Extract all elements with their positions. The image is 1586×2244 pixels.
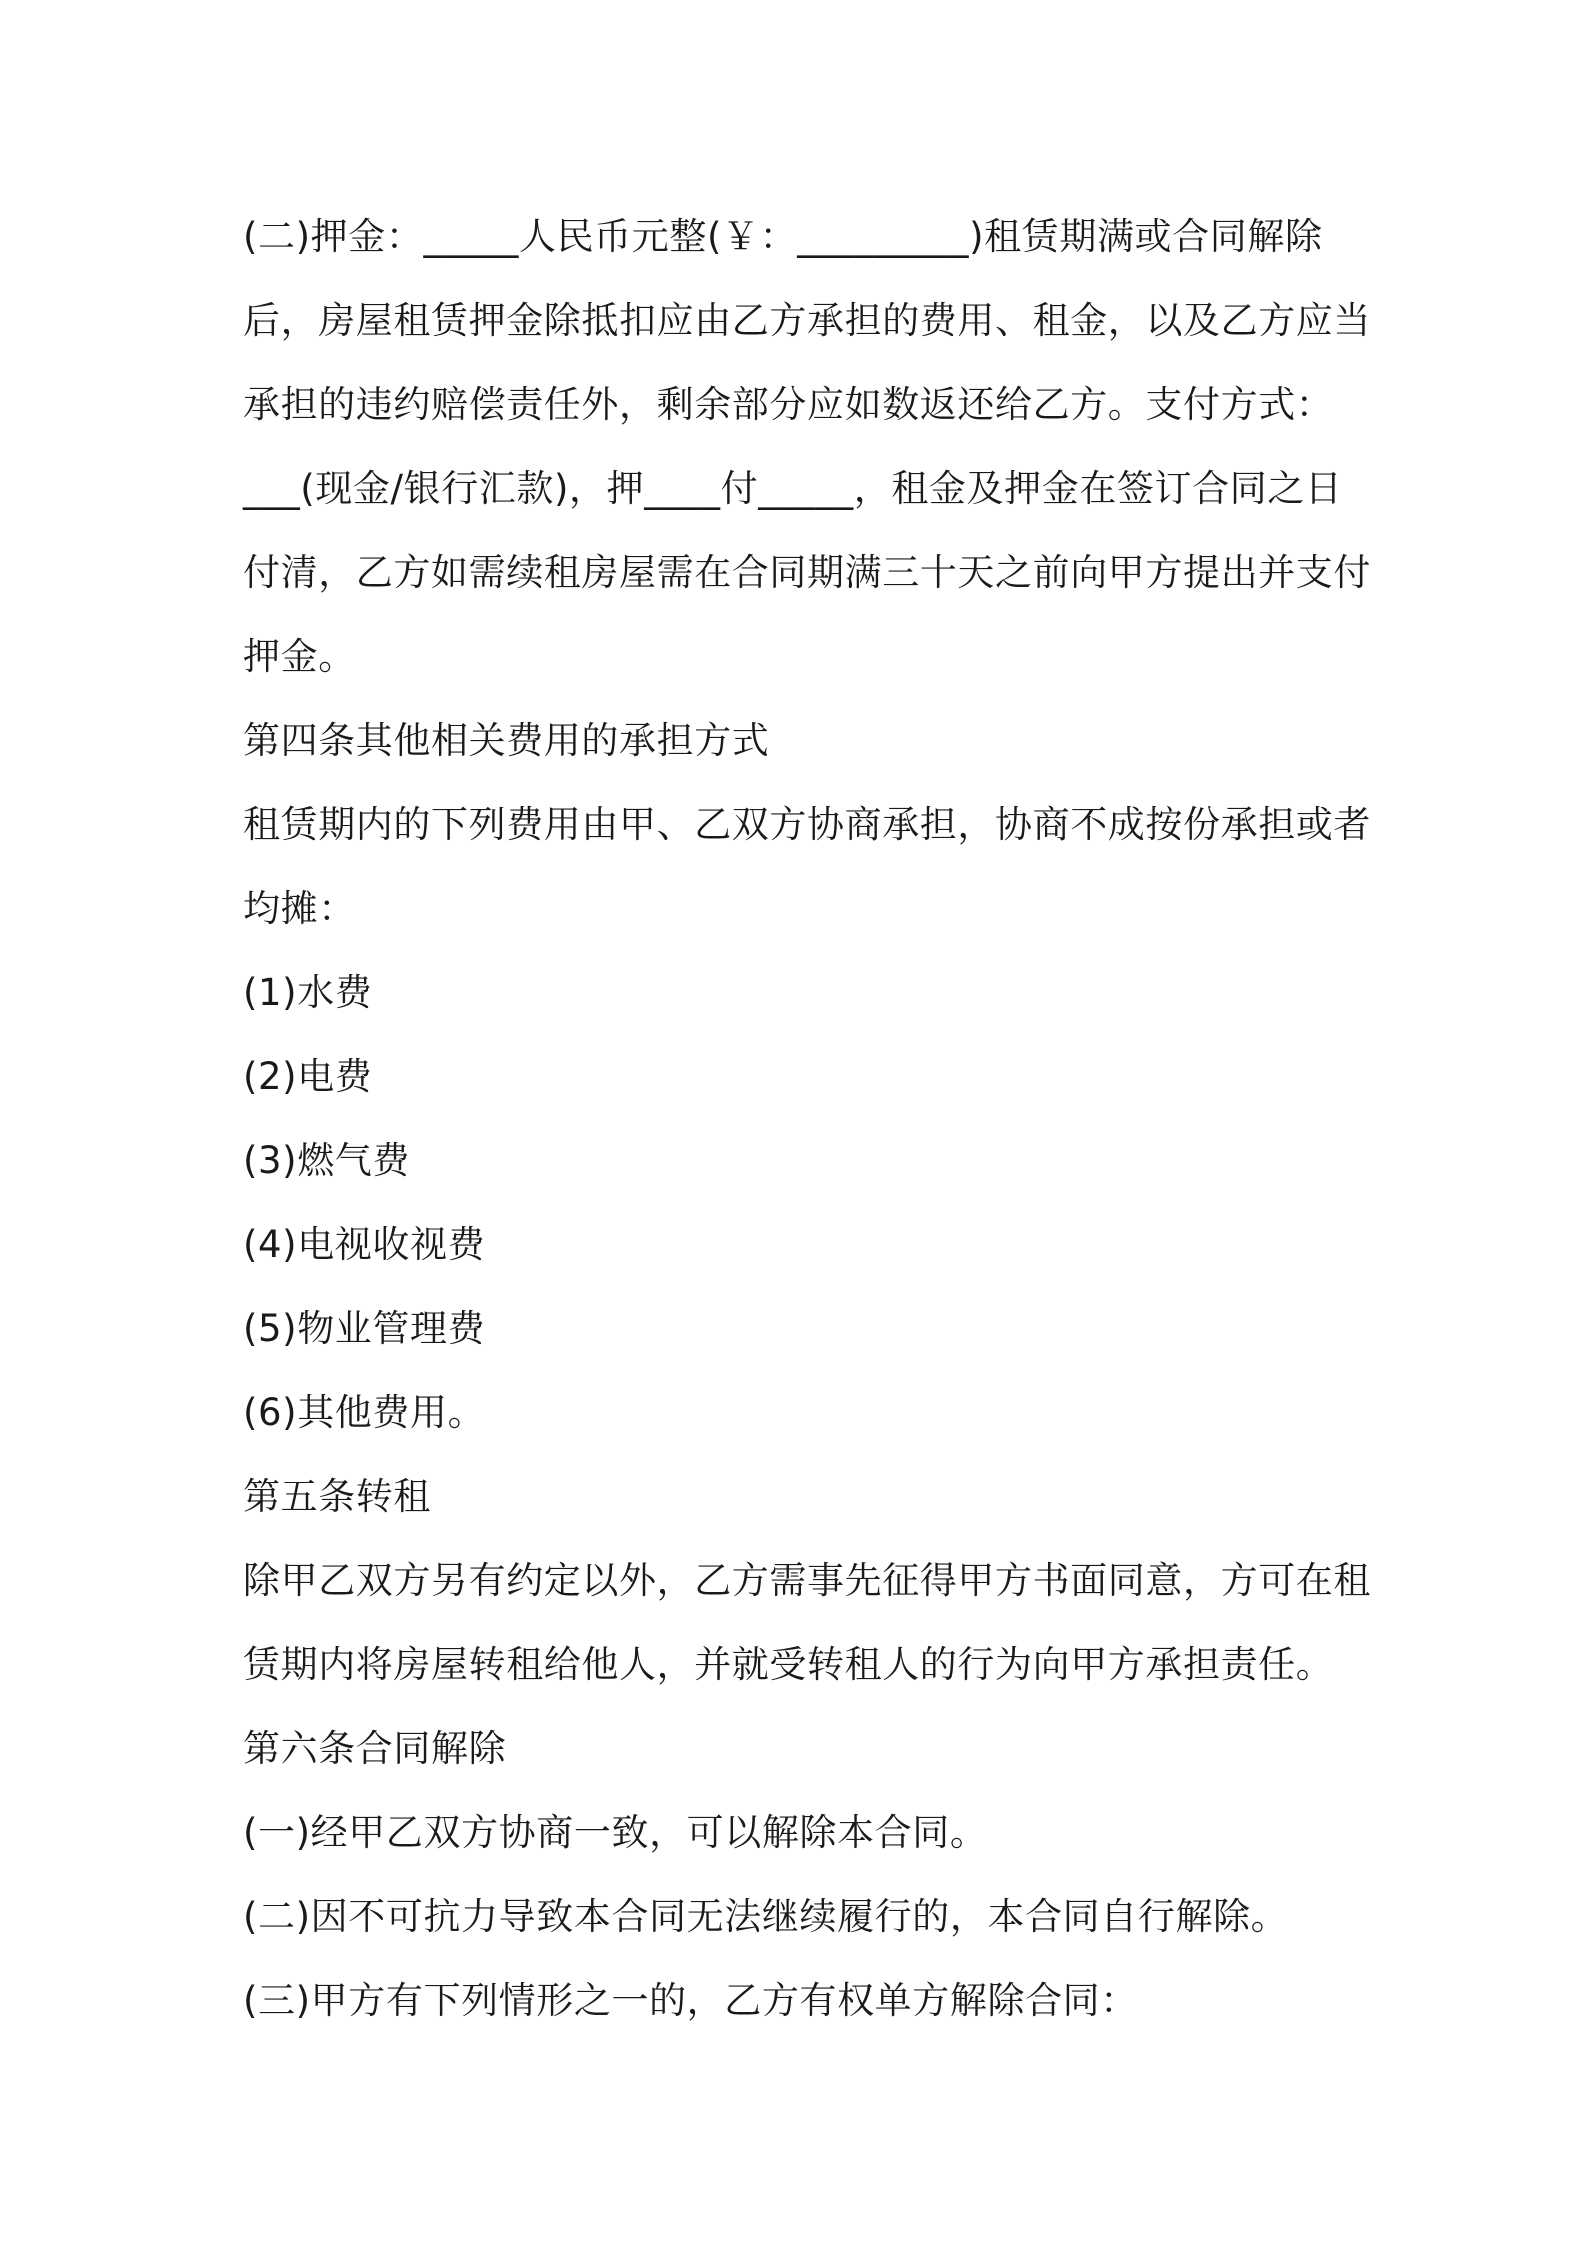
fee-item-electricity: (2)电费 [243, 1055, 373, 1098]
deposit-clause-line-1: (二)押金：_____人民币元整(￥：_________)租赁期满或合同解除 [243, 215, 1323, 258]
article-5-heading: 第五条转租 [243, 1475, 431, 1518]
document-page [243, 195, 1371, 2043]
article-6-item-2: (二)因不可抗力导致本合同无法继续履行的，本合同自行解除。 [243, 1895, 1289, 1938]
article-4-intro-line-2: 均摊： [243, 887, 356, 930]
deposit-clause-line-4: ___(现金/银行汇款)，押____付_____，租金及押金在签订合同之日 [243, 467, 1343, 510]
fee-item-other: (6)其他费用。 [243, 1391, 486, 1434]
article-5-body-line-2: 赁期内将房屋转租给他人，并就受转租人的行为向甲方承担责任。 [243, 1643, 1334, 1686]
article-5-body-line-1: 除甲乙双方另有约定以外，乙方需事先征得甲方书面同意，方可在租 [243, 1559, 1371, 1602]
deposit-clause-line-2: 后，房屋租赁押金除抵扣应由乙方承担的费用、租金，以及乙方应当 [243, 299, 1371, 342]
fee-item-water: (1)水费 [243, 971, 373, 1014]
deposit-clause-line-3: 承担的违约赔偿责任外，剩余部分应如数返还给乙方。支付方式： [243, 383, 1334, 426]
deposit-clause-line-6: 押金。 [243, 635, 356, 678]
article-4-heading: 第四条其他相关费用的承担方式 [243, 719, 770, 762]
article-6-item-1: (一)经甲乙双方协商一致，可以解除本合同。 [243, 1811, 988, 1854]
article-6-item-3: (三)甲方有下列情形之一的，乙方有权单方解除合同： [243, 1979, 1138, 2022]
article-6-heading: 第六条合同解除 [243, 1727, 507, 1770]
deposit-clause-line-5: 付清，乙方如需续租房屋需在合同期满三十天之前向甲方提出并支付 [243, 551, 1371, 594]
fee-item-property-management: (5)物业管理费 [243, 1307, 486, 1350]
fee-item-tv: (4)电视收视费 [243, 1223, 486, 1266]
fee-item-gas: (3)燃气费 [243, 1139, 411, 1182]
article-4-intro-line-1: 租赁期内的下列费用由甲、乙双方协商承担，协商不成按份承担或者 [243, 803, 1371, 846]
